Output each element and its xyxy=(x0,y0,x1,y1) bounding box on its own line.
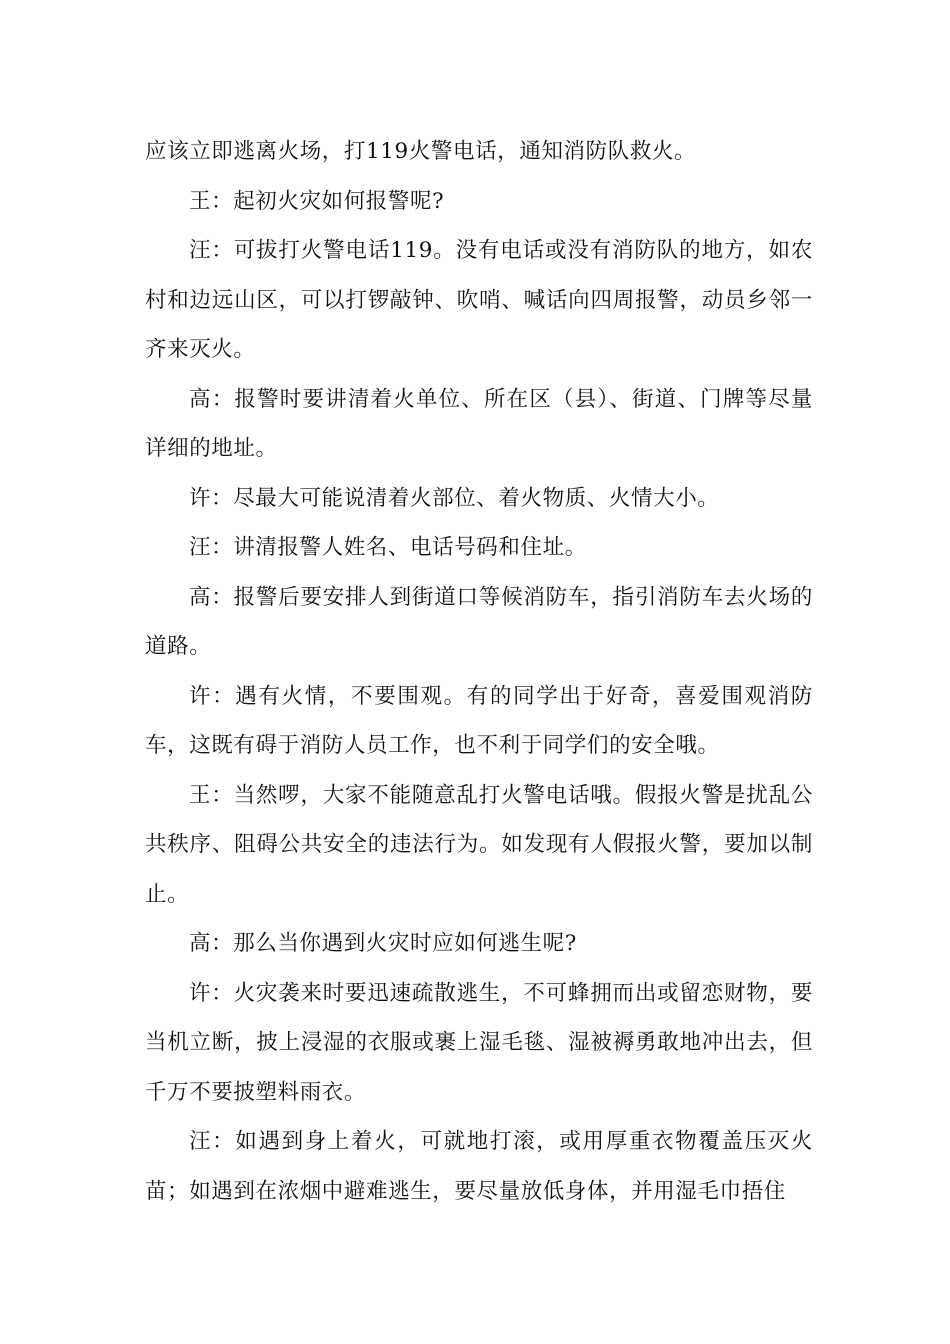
paragraph-3: 汪：可拔打火警电话119。没有电话或没有消防队的地方，如农村和边远山区，可以打锣敲钟、吹哨、喊话向四周报警，动员乡邻一齐来灭火。 xyxy=(145,238,813,362)
paragraph-10: 高：那么当你遇到火灾时应如何逃生呢? xyxy=(189,931,577,956)
paragraph-9: 王：当然啰，大家不能随意乱打火警电话哦。假报火警是扰乱公共秩序、阻碍公共安全的违法行为。如发现有人假报火警，要加以制止。 xyxy=(145,782,813,907)
paragraph-1: 应该立即逃离火场，打119火警电话，通知消防队救火。 xyxy=(145,139,697,164)
paragraph-11: 许：火灾袭来时要迅速疏散逃生，不可蜂拥而出或留恋财物，要当机立断，披上浸湿的衣服或裹上湿毛毯、湿被褥勇敢地冲出去，但千万不要披塑料雨衣。 xyxy=(145,980,813,1105)
paragraph-12: 汪：如遇到身上着火，可就地打滚，或用厚重衣物覆盖压灭火苗；如遇到在浓烟中避难逃生，要尽量放低身体，并用湿毛巾捂住 xyxy=(145,1129,813,1204)
paragraph-4: 高：报警时要讲清着火单位、所在区（县）、街道、门牌等尽量详细的地址。 xyxy=(145,386,813,461)
paragraph-2: 王：起初火灾如何报警呢? xyxy=(189,188,445,214)
document-body xyxy=(145,127,813,1216)
paragraph-6: 汪：讲清报警人姓名、电话号码和住址。 xyxy=(189,535,587,560)
paragraph-5: 许：尽最大可能说清着火部位、着火物质、火情大小。 xyxy=(189,485,720,511)
paragraph-7: 高：报警后要安排人到街道口等候消防车，指引消防车去火场的道路。 xyxy=(145,584,813,659)
paragraph-8: 许：遇有火情，不要围观。有的同学出于好奇，喜爱围观消防车，这既有碍于消防人员工作，也不利于同学们的安全哦。 xyxy=(145,683,813,758)
